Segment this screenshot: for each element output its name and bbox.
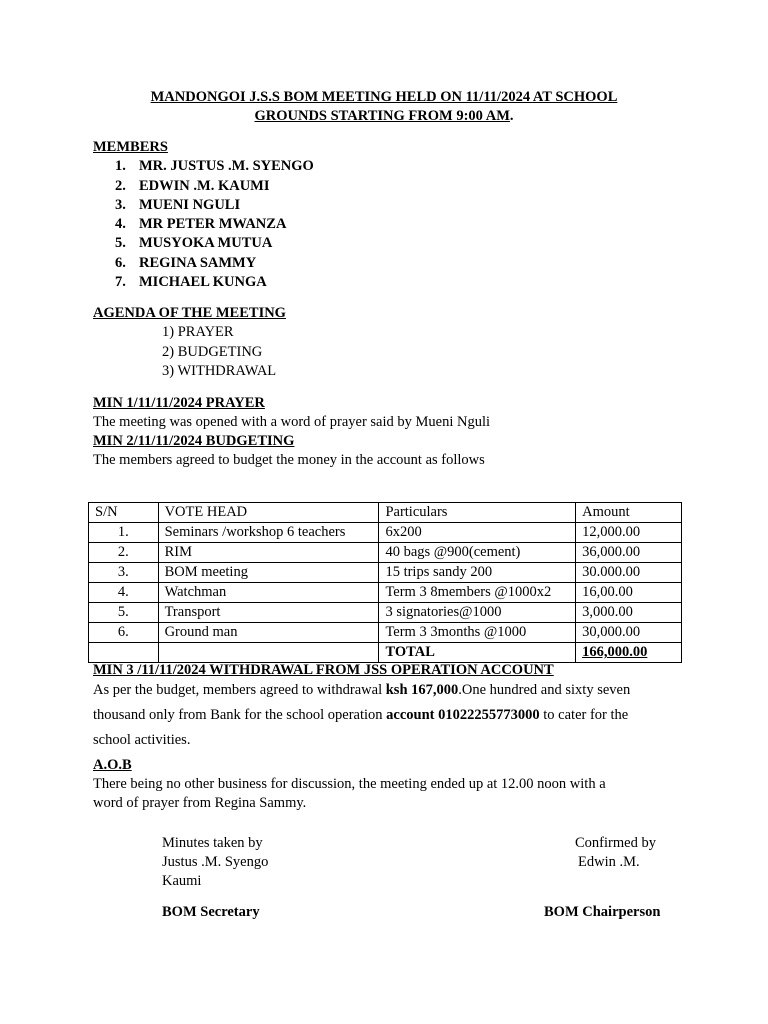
member-item: 1. MR. JUSTUS .M. SYENGO — [115, 158, 314, 174]
min3-paragraph-line3: school activities. — [93, 732, 191, 748]
table-cell: 30.000.00 — [576, 563, 682, 583]
header-cell: S/N — [89, 503, 159, 523]
table-cell — [89, 643, 159, 663]
header-cell: Amount — [576, 503, 682, 523]
table-cell: Term 3 3months @1000 — [379, 623, 576, 643]
aob-heading: A.O.B — [93, 757, 132, 773]
document-title-line1: MANDONGOI J.S.S BOM MEETING HELD ON 11/11/2024 AT SCHOOL — [150, 89, 618, 105]
table-total-row — [89, 643, 682, 663]
aob-text-line2: word of prayer from Regina Sammy. — [93, 795, 307, 811]
table-cell: 1. — [89, 523, 159, 543]
table-cell: BOM meeting — [158, 563, 379, 583]
total-label: TOTAL — [379, 643, 576, 663]
table-cell: Term 3 8members @1000x2 — [379, 583, 576, 603]
agenda-heading: AGENDA OF THE MEETING — [93, 305, 286, 321]
account-number: account 01022255773000 — [386, 707, 540, 723]
document-title-line2-text: GROUNDS STARTING FROM 9:00 AM — [254, 108, 510, 124]
table-cell: 4. — [89, 583, 159, 603]
min3-paragraph-line1: As per the budget, members agreed to withdrawal ksh 167,000.One hundred and sixty seven — [93, 682, 631, 698]
table-cell: 12,000.00 — [576, 523, 682, 543]
table-cell: 5. — [89, 603, 159, 623]
header-cell: VOTE HEAD — [158, 503, 379, 523]
table-cell: Ground man — [158, 623, 379, 643]
members-heading: MEMBERS — [93, 139, 168, 155]
table-cell: 2. — [89, 543, 159, 563]
min2-text: The members agreed to budget the money in the account as follows — [93, 452, 485, 468]
total-value: 166,000.00 — [576, 643, 682, 663]
table-cell: 15 trips sandy 200 — [379, 563, 576, 583]
table-row — [89, 563, 682, 583]
table-row — [89, 603, 682, 623]
member-item: 2. EDWIN .M. KAUMI — [115, 178, 270, 194]
secretary-name-cont: Kaumi — [162, 873, 202, 889]
member-item: 3. MUENI NGULI — [115, 197, 241, 213]
table-cell: 40 bags @900(cement) — [379, 543, 576, 563]
table-header-row — [89, 503, 682, 523]
chairperson-role: BOM Chairperson — [544, 904, 661, 920]
member-item: 5. MUSYOKA MUTUA — [115, 235, 273, 251]
agenda-item: 1) PRAYER — [162, 324, 234, 340]
table-cell: 30,000.00 — [576, 623, 682, 643]
min1-text: The meeting was opened with a word of prayer said by Mueni Nguli — [93, 414, 491, 430]
table-cell: 3 signatories@1000 — [379, 603, 576, 623]
member-item: 7. MICHAEL KUNGA — [115, 274, 267, 290]
table-cell: 16,00.00 — [576, 583, 682, 603]
table-cell: Watchman — [158, 583, 379, 603]
table-row — [89, 523, 682, 543]
table-cell: 36,000.00 — [576, 543, 682, 563]
table-row — [89, 623, 682, 643]
withdrawal-amount: ksh 167,000 — [385, 682, 459, 698]
table-cell: 3,000.00 — [576, 603, 682, 623]
table-cell: Transport — [158, 603, 379, 623]
table-cell: 6. — [89, 623, 159, 643]
min2-heading: MIN 2/11/11/2024 BUDGETING — [93, 433, 295, 449]
chairperson-name: Edwin .M. — [578, 854, 640, 870]
table-row — [89, 583, 682, 603]
table-cell: RIM — [158, 543, 379, 563]
document-title-line2-end: . — [509, 108, 514, 124]
table-cell: 3. — [89, 563, 159, 583]
min3-heading: MIN 3 /11/11/2024 WITHDRAWAL FROM JSS OPERATION ACCOUNT — [93, 662, 554, 678]
secretary-name: Justus .M. Syengo — [162, 854, 269, 870]
minutes-taken-by-label: Minutes taken by — [162, 835, 263, 851]
agenda-item: 2) BUDGETING — [162, 344, 263, 360]
secretary-role: BOM Secretary — [162, 904, 260, 920]
member-item: 6. REGINA SAMMY — [115, 255, 257, 271]
budget-table — [88, 502, 682, 663]
table-cell: 6x200 — [379, 523, 576, 543]
table-cell — [158, 643, 379, 663]
aob-text-line1: There being no other business for discussion, the meeting ended up at 12.00 noon with a — [93, 776, 606, 792]
table-cell: Seminars /workshop 6 teachers — [158, 523, 379, 543]
min3-paragraph-line2: thousand only from Bank for the school operation account 01022255773000 to cater for the — [93, 707, 629, 723]
document-title-line2 — [0, 109, 768, 124]
min1-heading: MIN 1/11/11/2024 PRAYER — [93, 395, 265, 411]
header-cell: Particulars — [379, 503, 576, 523]
agenda-item: 3) WITHDRAWAL — [162, 363, 277, 379]
table-row — [89, 543, 682, 563]
member-item: 4. MR PETER MWANZA — [115, 216, 287, 232]
confirmed-by-label: Confirmed by — [575, 835, 656, 851]
